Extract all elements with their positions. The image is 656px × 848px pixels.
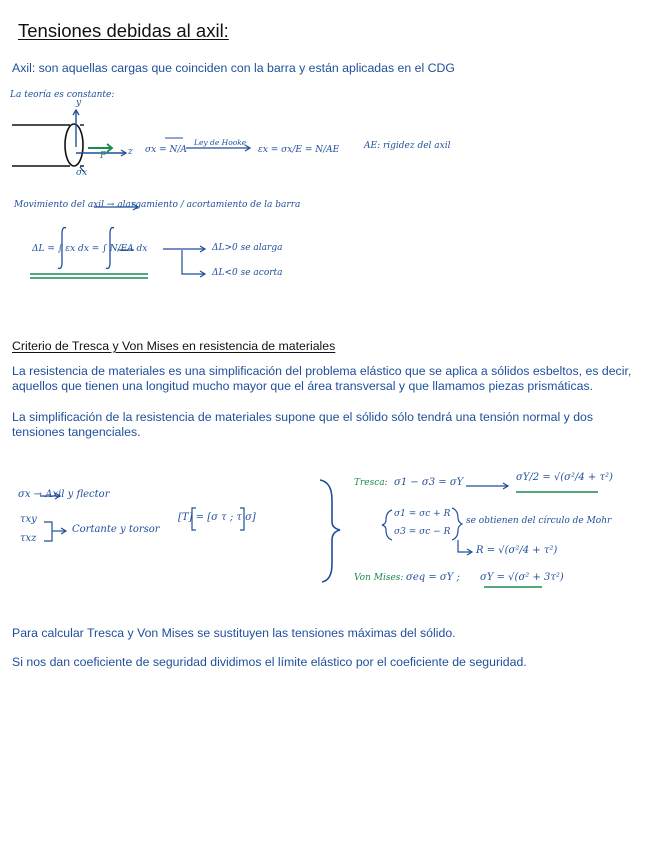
paragraph-calcular: Para calcular Tresca y Von Mises se sustituyen las tensiones máximas del sólido. [12, 626, 456, 640]
hw-tresca-eq: σ1 − σ3 = σY [394, 477, 464, 488]
hw-sigma3: σ3 = σc − R [394, 527, 451, 537]
paragraph-simplificacion: La simplificación de la resistencia de materiales supone que el sólido sólo tendrá una tensión normal y dos tensiones tangenciales. [12, 410, 594, 439]
hw-tau-xz: τxz [20, 533, 37, 544]
hw-p-label: P [100, 151, 107, 161]
paragraph-resistencia: La resistencia de materiales es una simplificación del problema elástico que se aplica a sólidos esbeltos, es decir, aquellos que tienen una longitud mucho mayor que el área transversal y que llamamos piezas prismáticas. [12, 364, 632, 393]
hw-sigma-x-label: σx [76, 168, 88, 178]
hw-ley-hooke: Ley de Hooke [194, 138, 247, 147]
hw-ae-note: AE: rigidez del axil [364, 141, 451, 151]
page-title: Tensiones debidas al axil: [18, 20, 229, 41]
hw-alarga: ΔL>0 se alarga [212, 243, 283, 253]
axil-definition: Axil: son aquellas cargas que coinciden con la barra y están aplicadas en el CDG [12, 61, 455, 75]
hw-radius: R = √(σ²/4 + τ²) [476, 545, 558, 556]
hw-vonmises-eq: σeq = σY ; [406, 572, 460, 583]
hw-tensor: [T] = [σ τ ; τ σ] [178, 512, 256, 523]
hw-mohr-note: se obtienen del círculo de Mohr [466, 516, 612, 526]
hw-sigma-eq: σx = N/A [145, 145, 187, 155]
section-heading-tresca: Criterio de Tresca y Von Mises en resistencia de materiales [12, 339, 336, 353]
hw-tau-xy: τxy [20, 514, 37, 525]
hw-eps-eq: εx = σx/E = N/AE [258, 145, 340, 155]
hw-cortante: Cortante y torsor [72, 524, 160, 535]
hw-tresca-label: Tresca: [354, 478, 388, 488]
hw-tresca-result: σY/2 = √(σ²/4 + τ²) [516, 472, 613, 483]
hw-y-label: y [76, 98, 82, 108]
hw-z-label: z [128, 147, 133, 157]
hw-vonmises-result: σY = √(σ² + 3τ²) [480, 572, 564, 583]
hw-movimiento: Movimiento del axil → alargamiento / acortamiento de la barra [14, 200, 301, 210]
hw-teoria: La teoría es constante: [10, 90, 115, 100]
hw-sigma1: σ1 = σc + R [394, 509, 451, 519]
hw-acorta: ΔL<0 se acorta [212, 268, 283, 278]
hw-vonmises-label: Von Mises: [354, 573, 404, 583]
paragraph-coeficiente: Si nos dan coeficiente de seguridad dividimos el límite elástico por el coeficiente de seguridad. [12, 655, 527, 669]
hw-delta-eq: ΔL = ∫ εx dx = ∫ N/EA dx [32, 244, 148, 254]
hw-sigma-axil: σx → Axil y flector [18, 489, 110, 500]
